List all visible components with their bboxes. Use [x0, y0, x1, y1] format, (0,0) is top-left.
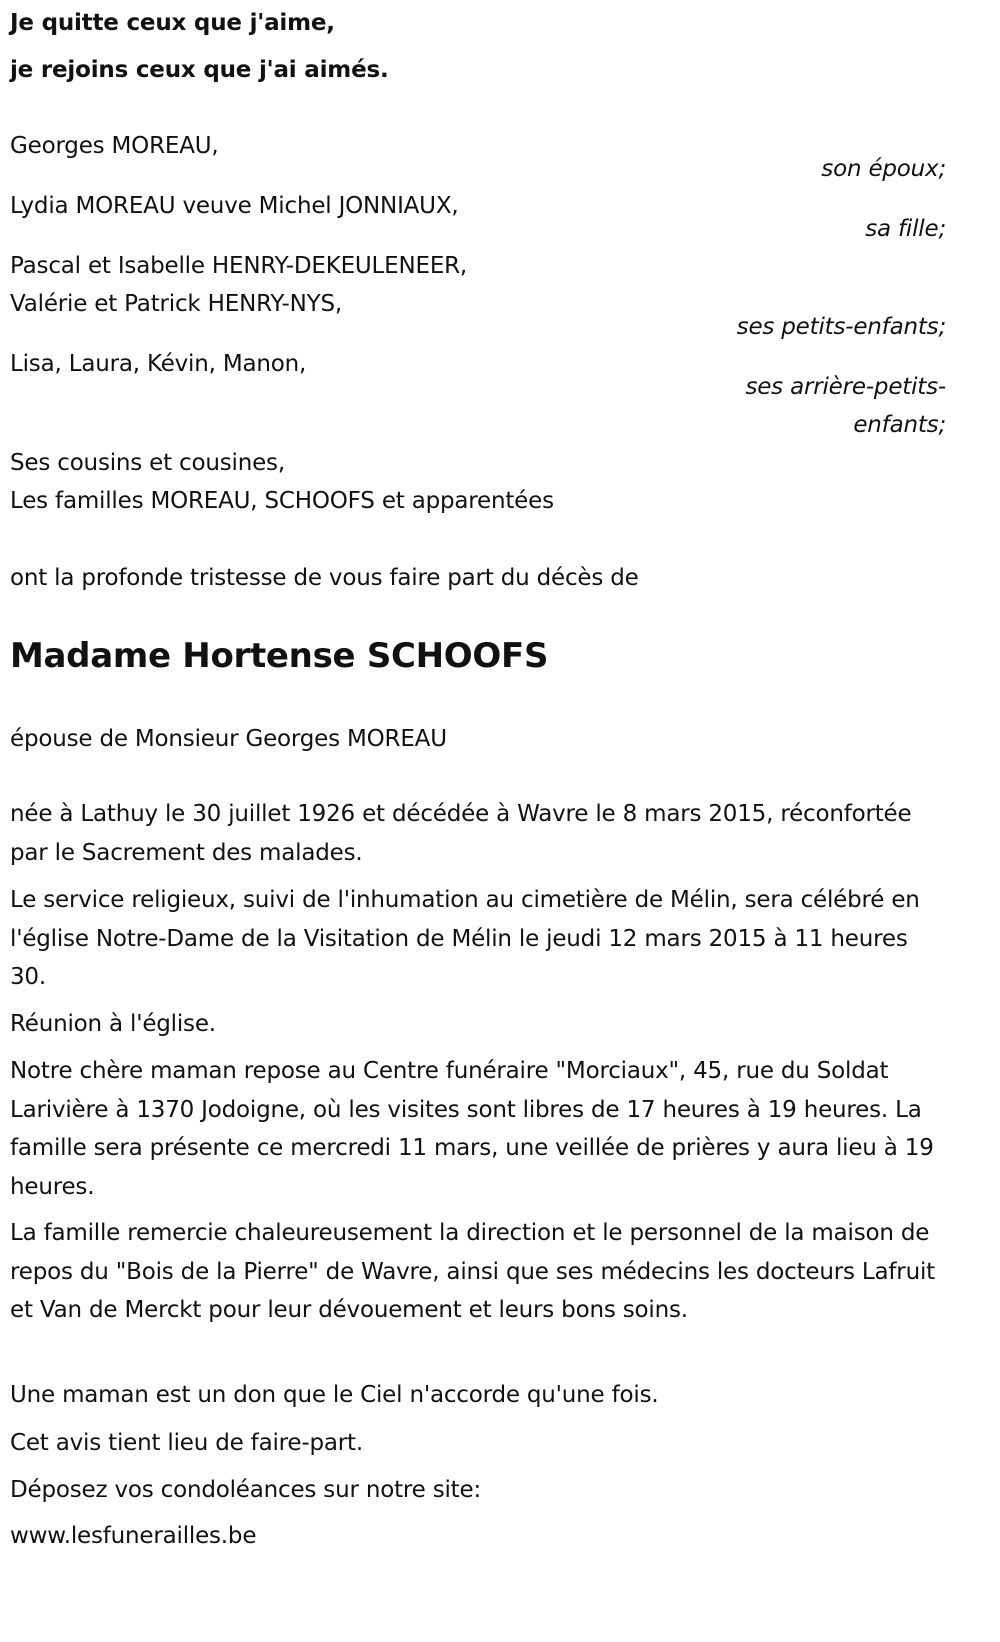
relation-grandchildren: ses petits-enfants; — [736, 314, 946, 340]
service-paragraph: Le service religieux, suivi de l'inhumation au cimetière de Mélin, sera célébré en l'église Notre-Dame de la Visitation de Mélin le jeudi 12 mars 2015 à 11 heures 30. — [10, 887, 920, 990]
meeting-paragraph: Réunion à l'église. — [10, 1011, 216, 1037]
visitation-paragraph: Notre chère maman repose au Centre funéraire "Morciaux", 45, rue du Soldat Larivière à 1370 Jodoigne, où les visites sont libres de 17 heures à 19 heures. La famille sera présente ce mercredi 11 mars, une veillée de prières y aura lieu à 19 heures. — [10, 1058, 934, 1200]
notice-paragraph: Cet avis tient lieu de faire-part. — [10, 1430, 363, 1456]
website-url: www.lesfunerailles.be — [10, 1523, 257, 1549]
family-name-great-grandchildren: Lisa, Laura, Kévin, Manon, — [10, 351, 307, 377]
family-name-cousins: Ses cousins et cousines, — [10, 450, 285, 476]
motto-line-1: Je quitte ceux que j'aime, — [10, 10, 335, 36]
condolences-paragraph: Déposez vos condoléances sur notre site: — [10, 1477, 481, 1503]
deceased-name: Madame Hortense SCHOOFS — [10, 636, 549, 676]
thanks-paragraph: La famille remercie chaleureusement la direction et le personnel de la maison de repos du "Bois de la Pierre" de Wavre, ainsi que ses médecins les docteurs Lafruit et Van de Merckt pour leur dévouement et leurs bons soins. — [10, 1220, 935, 1323]
family-name-grandchild-2: Valérie et Patrick HENRY-NYS, — [10, 291, 342, 317]
family-name-spouse: Georges MOREAU, — [10, 133, 219, 159]
family-name-families: Les familles MOREAU, SCHOOFS et apparentées — [10, 488, 554, 514]
motto-line-2: je rejoins ceux que j'ai aimés. — [10, 57, 389, 83]
relation-great-grandchildren-line-2: enfants; — [853, 412, 946, 438]
birth-death-paragraph: née à Lathuy le 30 juillet 1926 et décédée à Wavre le 8 mars 2015, réconfortée par le Sacrement des malades. — [10, 801, 912, 866]
relation-daughter: sa fille; — [865, 216, 946, 242]
deceased-spouse: épouse de Monsieur Georges MOREAU — [10, 726, 447, 752]
relation-spouse: son époux; — [821, 156, 946, 182]
family-name-grandchild-1: Pascal et Isabelle HENRY-DEKEULENEER, — [10, 253, 468, 279]
quote-paragraph: Une maman est un don que le Ciel n'accorde qu'une fois. — [10, 1382, 659, 1408]
relation-great-grandchildren-line-1: ses arrière-petits- — [745, 374, 946, 400]
announcement-text: ont la profonde tristesse de vous faire part du décès de — [10, 565, 639, 591]
family-name-daughter: Lydia MOREAU veuve Michel JONNIAUX, — [10, 193, 459, 219]
